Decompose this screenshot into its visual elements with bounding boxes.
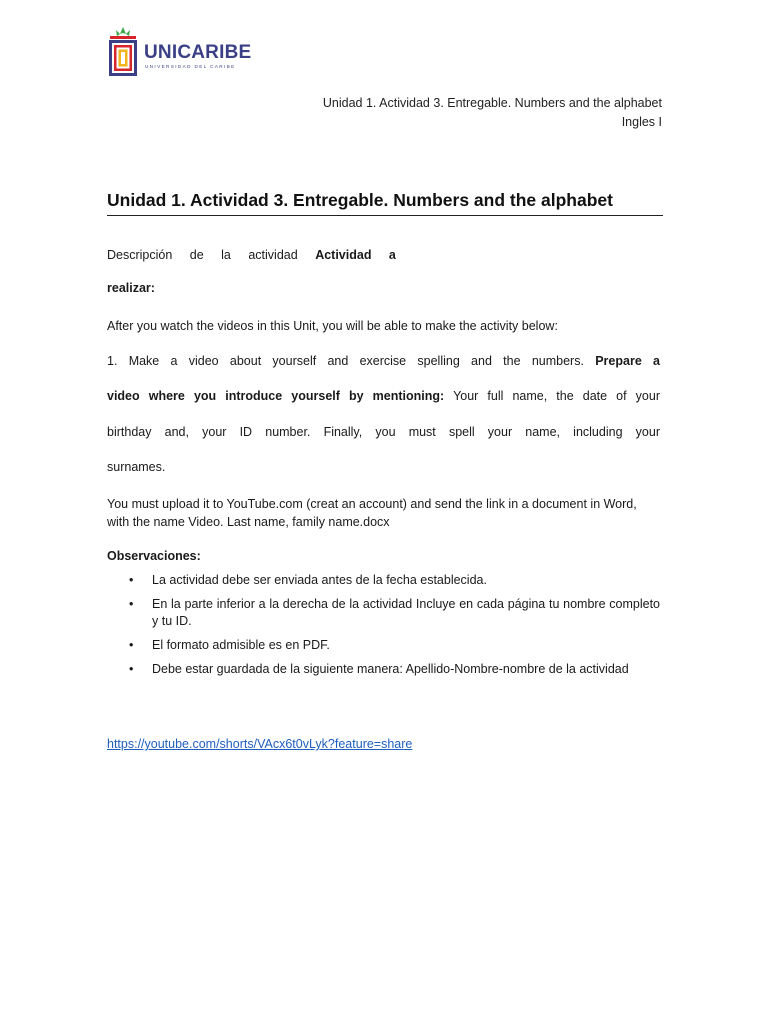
list-item (107, 572, 660, 589)
bullet-icon: • (129, 638, 134, 652)
intro-paragraph: After you watch the videos in this Unit, you will be able to make the activity below: (107, 319, 558, 333)
bullet-icon: • (129, 662, 134, 676)
list-item (107, 596, 660, 630)
bullet-icon: • (129, 573, 134, 587)
instruction-line-1 (107, 354, 660, 368)
page-header (323, 94, 662, 132)
realizar-label: realizar: (107, 281, 155, 295)
youtube-link[interactable]: https://youtube.com/shorts/VAcx6t0vLyk?feature=share (107, 737, 413, 751)
header-course-line: Ingles I (621, 115, 662, 129)
instruction-2-text: Your full name, the date of your (453, 389, 661, 403)
page-title: Unidad 1. Actividad 3. Entregable. Numbers and the alphabet (107, 190, 663, 216)
observations-heading: Observaciones: (107, 549, 201, 563)
upload-line-1: You must upload it to YouTube.com (creat an account) and send the link in a document in Word, (107, 497, 637, 511)
observation-text: La actividad debe ser enviada antes de la fecha establecida. (152, 573, 487, 587)
observation-text: Debe estar guardada de la siguiente manera: Apellido-Nombre-nombre de la actividad (152, 662, 629, 676)
instruction-1-text: 1. Make a video about yourself and exercise spelling and the numbers. (107, 354, 584, 368)
instruction-2-bold: video where you introduce yourself by mentioning: (107, 389, 445, 403)
list-item (107, 661, 660, 678)
upload-line-2: with the name Video. Last name, family name.docx (107, 515, 390, 529)
list-item (107, 637, 660, 654)
description-label: Descripción de la actividad (107, 248, 298, 262)
upload-paragraph (107, 495, 660, 531)
instruction-line-4: surnames. (107, 460, 166, 474)
instruction-line-2 (107, 389, 660, 403)
description-line (107, 248, 660, 262)
instruction-line-3: birthday and, your ID number. Finally, you must spell your name, including your (107, 425, 660, 439)
observation-text: El formato admisible es en PDF. (152, 638, 330, 652)
observation-text: En la parte inferior a la derecha de la actividad Incluye en cada página tu nombre completo y tu ID. (152, 597, 660, 628)
activity-label-bold: Actividad a (315, 248, 396, 262)
unicaribe-logo (107, 25, 252, 79)
logo-subtitle: UNIVERSIDAD DEL CARIBE (145, 64, 236, 69)
unicaribe-emblem-icon (107, 25, 139, 77)
header-activity-line: Unidad 1. Actividad 3. Entregable. Numbers and the alphabet (322, 96, 662, 110)
logo-wordmark: UNICARIBE (144, 42, 252, 63)
instruction-1-bold: Prepare a (595, 354, 660, 368)
observations-list (107, 572, 660, 685)
bullet-icon: • (129, 597, 134, 611)
